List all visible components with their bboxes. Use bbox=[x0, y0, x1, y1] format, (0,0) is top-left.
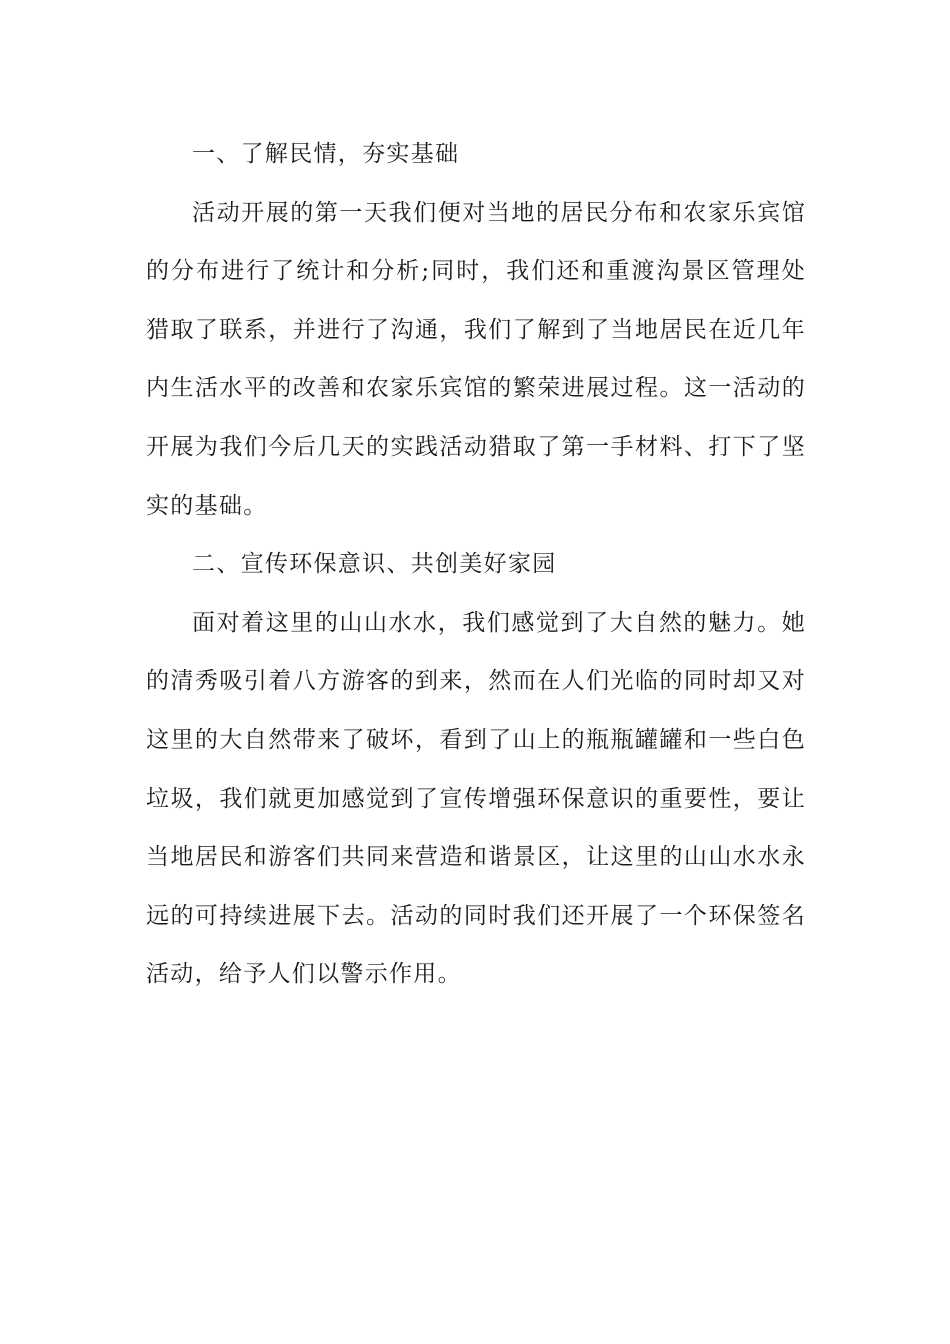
paragraph-1: 活动开展的第一天我们便对当地的居民分布和农家乐宾馆的分布进行了统计和分析;同时，我们还和重渡沟景区管理处猎取了联系，并进行了沟通，我们了解到了当地居民在近几年内生活水平的改善和农家乐宾馆的繁荣进展过程。这一活动的开展为我们今后几天的实践活动猎取了第一手材料、打下了坚实的基础。 bbox=[146, 199, 806, 519]
section-heading-1: 一、了解民情，夯实基础 bbox=[192, 141, 460, 167]
paragraph-2: 面对着这里的山山水水，我们感觉到了大自然的魅力。她的清秀吸引着八方游客的到来，然而在人们光临的同时却又对这里的大自然带来了破坏，看到了山上的瓶瓶罐罐和一些白色垃圾，我们就更加感觉到了宣传增强环保意识的重要性，要让当地居民和游客们共同来营造和谐景区，让这里的山山水水永远的可持续进展下去。活动的同时我们还开展了一个环保签名活动，给予人们以警示作用。 bbox=[146, 609, 806, 988]
document-body bbox=[146, 125, 806, 1004]
section-heading-2: 二、宣传环保意识、共创美好家园 bbox=[192, 551, 557, 578]
